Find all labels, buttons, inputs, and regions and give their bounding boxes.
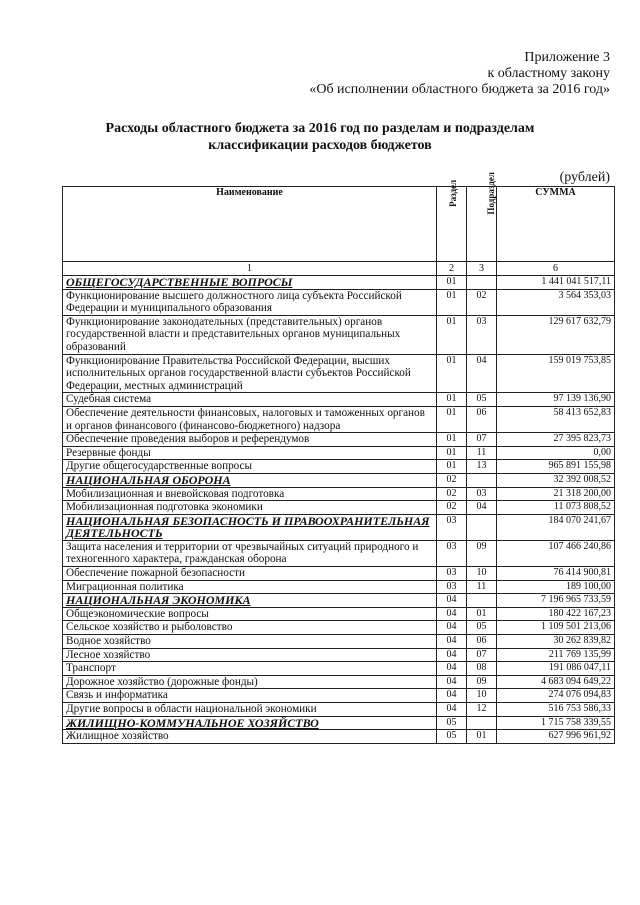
row-subsection-code: 05 (467, 393, 497, 407)
section-row (63, 514, 615, 540)
table-row (63, 567, 615, 581)
row-amount: 11 073 808,52 (497, 501, 615, 515)
table-row (63, 460, 615, 474)
column-number: 1 (63, 262, 437, 276)
table-row (63, 315, 615, 354)
row-subsection-code: 07 (467, 433, 497, 447)
row-section-code: 03 (437, 540, 467, 566)
row-amount: 191 086 047,11 (497, 662, 615, 676)
row-name: Сельское хозяйство и рыболовство (63, 621, 437, 635)
header-section-label: Раздел (448, 179, 459, 207)
table-row (63, 689, 615, 703)
table-row (63, 354, 615, 393)
row-subsection-code: 03 (467, 315, 497, 354)
row-amount: 516 753 586,33 (497, 703, 615, 717)
row-amount: 97 139 136,90 (497, 393, 615, 407)
table-row (63, 675, 615, 689)
row-name: Защита населения и территории от чрезвычайных ситуаций природного и техногенного характера, гражданская оборона (63, 540, 437, 566)
row-section-code: 05 (437, 716, 467, 730)
title-line-2: классификации расходов бюджетов (208, 138, 432, 153)
row-subsection-code: 04 (467, 354, 497, 393)
row-subsection-code: 09 (467, 675, 497, 689)
table-row (63, 648, 615, 662)
units-label: (рублей) (559, 170, 610, 185)
row-subsection-code: 08 (467, 662, 497, 676)
table-row (63, 635, 615, 649)
row-section-code: 04 (437, 635, 467, 649)
row-name: НАЦИОНАЛЬНАЯ ЭКОНОМИКА (63, 594, 437, 608)
section-row (63, 716, 615, 730)
row-amount: 211 769 135,99 (497, 648, 615, 662)
row-section-code: 02 (437, 487, 467, 501)
row-amount: 107 466 240,86 (497, 540, 615, 566)
row-subsection-code (467, 276, 497, 290)
table-header-row (63, 187, 615, 262)
row-amount: 1 109 501 213,06 (497, 621, 615, 635)
row-section-code: 05 (437, 730, 467, 744)
row-subsection-code: 01 (467, 730, 497, 744)
row-section-code: 01 (437, 315, 467, 354)
row-subsection-code: 07 (467, 648, 497, 662)
row-section-code: 01 (437, 446, 467, 460)
row-section-code: 04 (437, 594, 467, 608)
row-amount: 627 996 961,92 (497, 730, 615, 744)
row-section-code: 04 (437, 675, 467, 689)
row-section-code: 03 (437, 514, 467, 540)
row-subsection-code (467, 514, 497, 540)
title-line-1: Расходы областного бюджета за 2016 год по разделам и подразделам (105, 121, 535, 136)
row-name: Резервные фонды (63, 446, 437, 460)
row-amount: 4 683 094 649,22 (497, 675, 615, 689)
column-number: 6 (497, 262, 615, 276)
row-name: Связь и информатика (63, 689, 437, 703)
row-subsection-code: 12 (467, 703, 497, 717)
row-subsection-code: 10 (467, 567, 497, 581)
row-section-code: 01 (437, 393, 467, 407)
row-subsection-code: 11 (467, 580, 497, 594)
row-name: Судебная система (63, 393, 437, 407)
row-section-code: 04 (437, 607, 467, 621)
row-subsection-code (467, 716, 497, 730)
row-subsection-code: 02 (467, 289, 497, 315)
row-name: Другие общегосударственные вопросы (63, 460, 437, 474)
row-name: Мобилизационная и вневойсковая подготовка (63, 487, 437, 501)
row-subsection-code: 13 (467, 460, 497, 474)
header-section (437, 179, 467, 262)
column-number: 3 (467, 262, 497, 276)
row-subsection-code: 03 (467, 487, 497, 501)
row-amount: 965 891 155,98 (497, 460, 615, 474)
row-section-code: 04 (437, 648, 467, 662)
appendix-line-3: «Об исполнении областного бюджета за 2016 год» (309, 82, 610, 97)
row-subsection-code: 06 (467, 406, 497, 432)
row-section-code: 01 (437, 276, 467, 290)
row-name: Жилищное хозяйство (63, 730, 437, 744)
row-amount: 27 395 823,73 (497, 433, 615, 447)
section-row (63, 276, 615, 290)
row-name: НАЦИОНАЛЬНАЯ БЕЗОПАСНОСТЬ И ПРАВООХРАНИТЕЛЬНАЯ ДЕЯТЕЛЬНОСТЬ (63, 514, 437, 540)
header-subsection (467, 172, 497, 262)
table-row (63, 662, 615, 676)
row-section-code: 02 (437, 473, 467, 487)
row-subsection-code (467, 473, 497, 487)
row-amount: 189 100,00 (497, 580, 615, 594)
row-section-code: 03 (437, 567, 467, 581)
row-name: НАЦИОНАЛЬНАЯ ОБОРОНА (63, 473, 437, 487)
row-amount: 129 617 632,79 (497, 315, 615, 354)
appendix-line-2: к областному закону (487, 66, 610, 81)
table-row (63, 393, 615, 407)
row-section-code: 02 (437, 501, 467, 515)
row-section-code: 01 (437, 289, 467, 315)
column-number-row (63, 262, 615, 276)
row-amount: 1 441 041 517,11 (497, 276, 615, 290)
row-amount: 0,00 (497, 446, 615, 460)
row-section-code: 01 (437, 354, 467, 393)
row-name: Обеспечение деятельности финансовых, налоговых и таможенных органов и органов финансового (финансово-бюджетного) надзора (63, 406, 437, 432)
row-section-code: 04 (437, 703, 467, 717)
row-amount: 184 070 241,67 (497, 514, 615, 540)
row-subsection-code: 04 (467, 501, 497, 515)
row-amount: 32 392 008,52 (497, 473, 615, 487)
row-name: Обеспечение пожарной безопасности (63, 567, 437, 581)
row-name: Функционирование законодательных (представительных) органов государственной власти и представительных органов муниципальных образований (63, 315, 437, 354)
table-body (63, 276, 615, 744)
table-row (63, 487, 615, 501)
row-subsection-code: 09 (467, 540, 497, 566)
row-section-code: 04 (437, 662, 467, 676)
table-row (63, 580, 615, 594)
row-name: Миграционная политика (63, 580, 437, 594)
row-name: Общеэкономические вопросы (63, 607, 437, 621)
row-name: ОБЩЕГОСУДАРСТВЕННЫЕ ВОПРОСЫ (63, 276, 437, 290)
row-subsection-code (467, 594, 497, 608)
row-amount: 7 196 965 733,59 (497, 594, 615, 608)
row-name: Функционирование высшего должностного лица субъекта Российской Федерации и муниципального образования (63, 289, 437, 315)
row-subsection-code: 06 (467, 635, 497, 649)
row-name: Мобилизационная подготовка экономики (63, 501, 437, 515)
row-name: ЖИЛИЩНО-КОММУНАЛЬНОЕ ХОЗЯЙСТВО (63, 716, 437, 730)
row-subsection-code: 05 (467, 621, 497, 635)
row-amount: 76 414 900,81 (497, 567, 615, 581)
row-amount: 274 076 094,83 (497, 689, 615, 703)
table-row (63, 289, 615, 315)
row-section-code: 04 (437, 621, 467, 635)
row-name: Транспорт (63, 662, 437, 676)
row-subsection-code: 10 (467, 689, 497, 703)
appendix-header (250, 50, 610, 98)
column-number: 2 (437, 262, 467, 276)
row-amount: 180 422 167,23 (497, 607, 615, 621)
row-amount: 1 715 758 339,55 (497, 716, 615, 730)
table-row (63, 540, 615, 566)
table-row (63, 406, 615, 432)
row-section-code: 03 (437, 580, 467, 594)
row-section-code: 01 (437, 406, 467, 432)
table-row (63, 621, 615, 635)
table-row (63, 501, 615, 515)
row-section-code: 01 (437, 460, 467, 474)
header-subsection-label: Подраздел (485, 172, 496, 215)
table-row (63, 607, 615, 621)
document-title (40, 120, 600, 154)
row-name: Другие вопросы в области национальной экономики (63, 703, 437, 717)
header-name: Наименование (63, 187, 437, 262)
row-amount: 159 019 753,85 (497, 354, 615, 393)
section-row (63, 473, 615, 487)
table-row (63, 703, 615, 717)
table-row (63, 433, 615, 447)
row-name: Дорожное хозяйство (дорожные фонды) (63, 675, 437, 689)
table-row (63, 730, 615, 744)
section-row (63, 594, 615, 608)
row-name: Обеспечение проведения выборов и референдумов (63, 433, 437, 447)
row-subsection-code: 11 (467, 446, 497, 460)
row-amount: 3 564 353,03 (497, 289, 615, 315)
table-row (63, 446, 615, 460)
row-name: Функционирование Правительства Российской Федерации, высших исполнительных органов государственной власти субъектов Российской Федерации, местных администраций (63, 354, 437, 393)
row-subsection-code: 01 (467, 607, 497, 621)
row-name: Водное хозяйство (63, 635, 437, 649)
appendix-line-1: Приложение 3 (524, 50, 610, 65)
row-section-code: 01 (437, 433, 467, 447)
row-name: Лесное хозяйство (63, 648, 437, 662)
row-section-code: 04 (437, 689, 467, 703)
header-sum: СУММА (497, 187, 615, 262)
row-amount: 30 262 839,82 (497, 635, 615, 649)
row-amount: 21 318 200,00 (497, 487, 615, 501)
row-amount: 58 413 652,83 (497, 406, 615, 432)
